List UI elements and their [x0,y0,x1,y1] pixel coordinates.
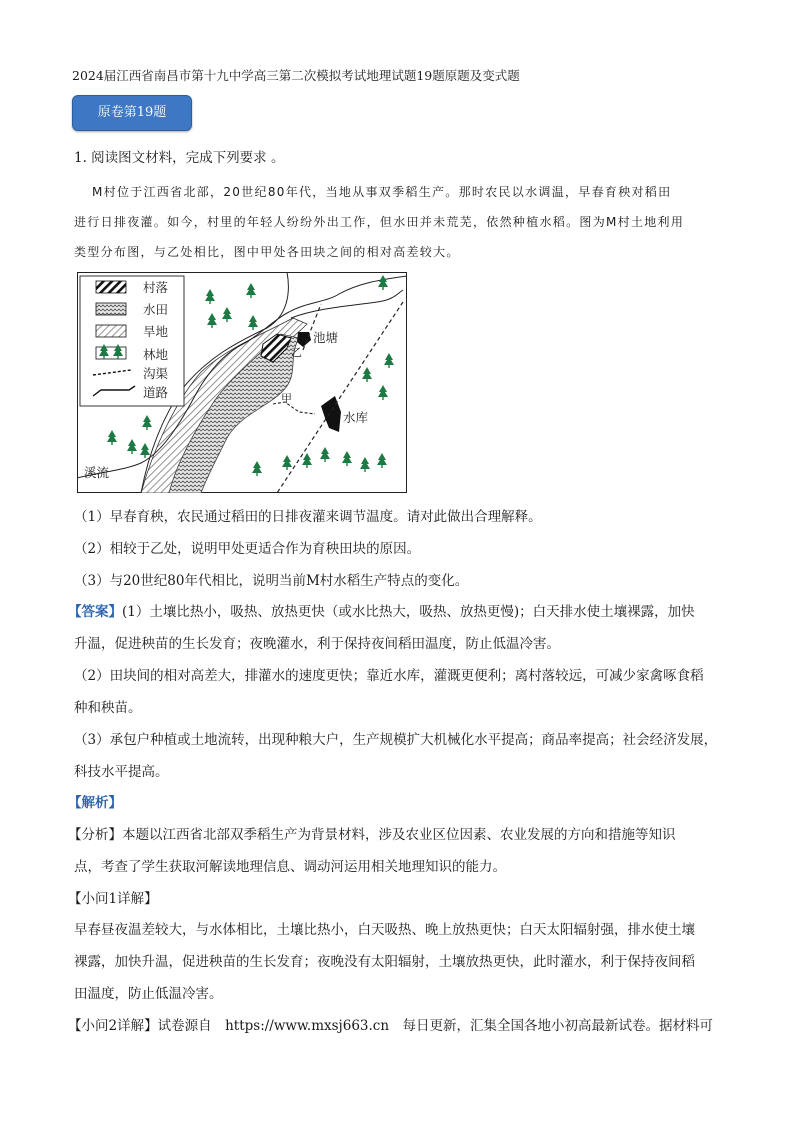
question-1: （1）早春育秧，农民通过稻田的日排夜灌来调节温度。请对此做出合理解释。 [74,509,542,525]
sub1-line-3: 田温度，防止低温冷害。 [74,986,223,1002]
label-jia: 甲 [281,392,292,405]
sub2-label: 【小问2详解】 [68,1018,158,1034]
map-legend [80,276,184,406]
question-intro: 1. 阅读图文材料，完成下列要求 。 [74,150,285,166]
question-2: （2）相较于乙处，说明甲处更适合作为育秧田块的原因。 [74,541,421,557]
analysis-line-1 [68,823,676,843]
question-3: （3）与20世纪80年代相比，说明当前M村水稻生产特点的变化。 [74,573,469,589]
sub2-line [68,1014,713,1034]
legend-road: 道路 [143,385,169,400]
label-yi: 乙 [291,346,302,359]
paddy-swatch [96,303,126,315]
forest-swatch [96,347,126,359]
answer-1-b: 升温，促进秧苗的生长发育；夜晚灌水，利于保持夜间稻田温度，防止低温冷害。 [74,636,560,652]
analysis-head: 【分析】 [68,827,122,843]
answer-2-b: 种和秧苗。 [74,700,142,716]
analysis-label: 【解析】 [68,795,122,811]
legend-ditch: 沟渠 [143,366,169,381]
document-title: 2024届江西省南昌市第十九中学高三第二次模拟考试地理试题19题原题及变式题 [72,68,520,83]
material-line-1: M村位于江西省北部，20世纪80年代，当地从事双季稻生产。那时农民以水调温，早春育秧对稻田 [92,185,672,199]
analysis-text-1: 本题以江西省北部双季稻生产为背景材料，涉及农业区位因素、农业发展的方向和措施等知识 [122,827,676,843]
legend-dryland: 旱地 [143,324,169,339]
land-use-map [77,272,407,493]
analysis-text-2: 点，考查了学生获取河解读地理信息、调动河运用相关地理知识的能力。 [74,859,506,875]
answer-3-a: （3）承包户种植或土地流转，出现种粮大户，生产规模扩大机械化水平提高；商品率提高；社会经济发展， [74,732,718,748]
answer-2-a: （2）田块间的相对高差大，排灌水的速度更快；靠近水库，灌溉更便利；离村落较远，可减少家禽啄食稻 [74,668,704,684]
sub1-label: 【小问1详解】 [68,891,158,907]
sub2-text: 试卷源自 https://www.mxsj663.cn 每日更新，汇集全国各地小初高最新试卷。据材料可 [157,1018,714,1034]
material-line-2: 进行日排夜灌。如今，村里的年轻人纷纷外出工作，但水田并未荒芜，依然种植水稻。图为M村土地利用 [74,215,685,229]
dryland-swatch [96,325,126,337]
material-line-3: 类型分布图，与乙处相比，图中甲处各田块之间的相对高差较大。 [74,245,460,259]
answer-3-b: 科技水平提高。 [74,764,169,780]
answer-label: 【答案】 [68,604,122,620]
legend-paddy: 水田 [143,302,169,317]
legend-village: 村落 [143,280,169,295]
label-stream: 溪流 [84,465,110,480]
answer-line-1 [68,600,695,620]
section-tag: 原卷第19题 [72,95,192,131]
sub1-line-1: 早春昼夜温差较大，与水体相比，土壤比热小，白天吸热、晚上放热更快；白天太阳辐射强，排水使土壤 [74,922,695,938]
village-swatch [96,281,126,293]
legend-forest: 林地 [143,347,169,362]
sub1-line-2: 裸露，加快升温，促进秧苗的生长发育；夜晚没有太阳辐射，土壤放热更快，此时灌水，利于保持夜间稻 [74,954,695,970]
label-pond: 池塘 [313,330,339,345]
answer-1-a: (1）土壤比热小，吸热、放热更快（或水比热大，吸热、放热更慢)；白天排水使土壤裸露，加快 [122,604,695,620]
label-reservoir: 水库 [343,410,369,425]
